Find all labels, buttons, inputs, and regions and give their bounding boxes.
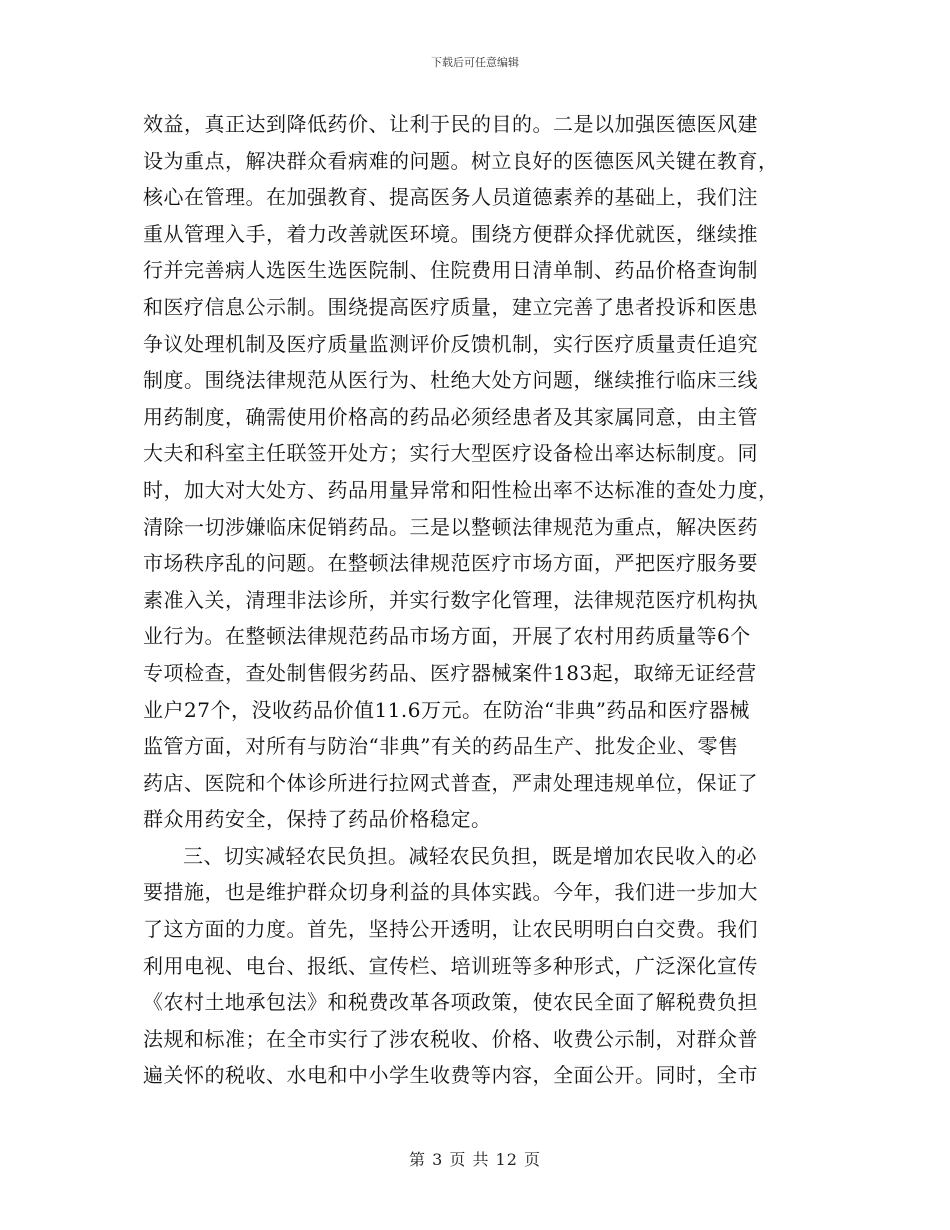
text-line: 专项检查，查处制售假劣药品、医疗器械案件183起，取缔无证经营	[143, 660, 757, 685]
text-line: 业户27个，没收药品价值11.6万元。在防治“非典”药品和医疗器械	[143, 697, 750, 722]
text-line: 遍关怀的税收、水电和中小学生收费等内容，全面公开。同时，全市	[143, 1063, 758, 1088]
text-line: 制度。围绕法律规范从医行为、杜绝大处方问题，继续推行临床三线	[143, 368, 758, 393]
text-line: 用药制度，确需使用价格高的药品必须经患者及其家属同意，由主管	[143, 404, 758, 429]
text-line: 设为重点，解决群众看病难的问题。树立良好的医德医风关键在教育，	[143, 148, 779, 173]
text-line: 清除一切涉嫌临床促销药品。三是以整顿法律规范为重点，解决医药	[143, 514, 758, 539]
text-line: 药店、医院和个体诊所进行拉网式普查，严肃处理违规单位，保证了	[143, 770, 758, 795]
text-line: 效益，真正达到降低药价、让利于民的目的。二是以加强医德医风建	[143, 112, 758, 136]
text-line: 行并完善病人选医生选医院制、住院费用日清单制、药品价格查询制	[143, 258, 758, 283]
text-line: 和医疗信息公示制。围绕提高医疗质量，建立完善了患者投诉和医患	[143, 294, 758, 319]
document-body	[143, 106, 808, 1094]
text-line: 重从管理入手，着力改善就医环境。围绕方便群众择优就医，继续推	[143, 221, 758, 246]
text-line: 监管方面，对所有与防治“非典”有关的药品生产、批发企业、零售	[143, 734, 739, 759]
text-line: 群众用药安全，保持了药品价格稳定。	[143, 807, 492, 832]
text-line: 核心在管理。在加强教育、提高医务人员道德素养的基础上，我们注	[143, 185, 758, 210]
text-line: 争议处理机制及医疗质量监测评价反馈机制，实行医疗质量责任追究	[143, 331, 758, 356]
text-line: 市场秩序乱的问题。在整顿法律规范医疗市场方面，严把医疗服务要	[143, 551, 758, 576]
text-line: 时，加大对大处方、药品用量异常和阳性检出率不达标准的查处力度，	[143, 477, 779, 502]
text-line: 《农村土地承包法》和税费改革各项政策，使农民全面了解税费负担	[143, 990, 758, 1015]
page-header: 下载后可任意编辑	[431, 56, 519, 69]
text-line: 业行为。在整顿法律规范药品市场方面，开展了农村用药质量等6个	[143, 624, 751, 649]
text-line: 了这方面的力度。首先，坚持公开透明，让农民明明白白交费。我们	[143, 917, 758, 942]
text-line: 要措施，也是维护群众切身利益的具体实践。今年，我们进一步加大	[143, 880, 758, 905]
text-line: 法规和标准；在全市实行了涉农税收、价格、收费公示制，对群众普	[143, 1026, 758, 1051]
text-line: 素准入关，清理非法诊所，并实行数字化管理，法律规范医疗机构执	[143, 587, 758, 612]
text-line: 三、切实减轻农民负担。减轻农民负担，既是增加农民收入的必	[183, 843, 757, 868]
text-line: 大夫和科室主任联签开处方；实行大型医疗设备检出率达标制度。同	[143, 441, 758, 466]
text-line: 利用电视、电台、报纸、宣传栏、培训班等多种形式，广泛深化宣传	[143, 953, 758, 978]
page-number-footer: 第 3 页 共 12 页	[409, 1150, 541, 1169]
